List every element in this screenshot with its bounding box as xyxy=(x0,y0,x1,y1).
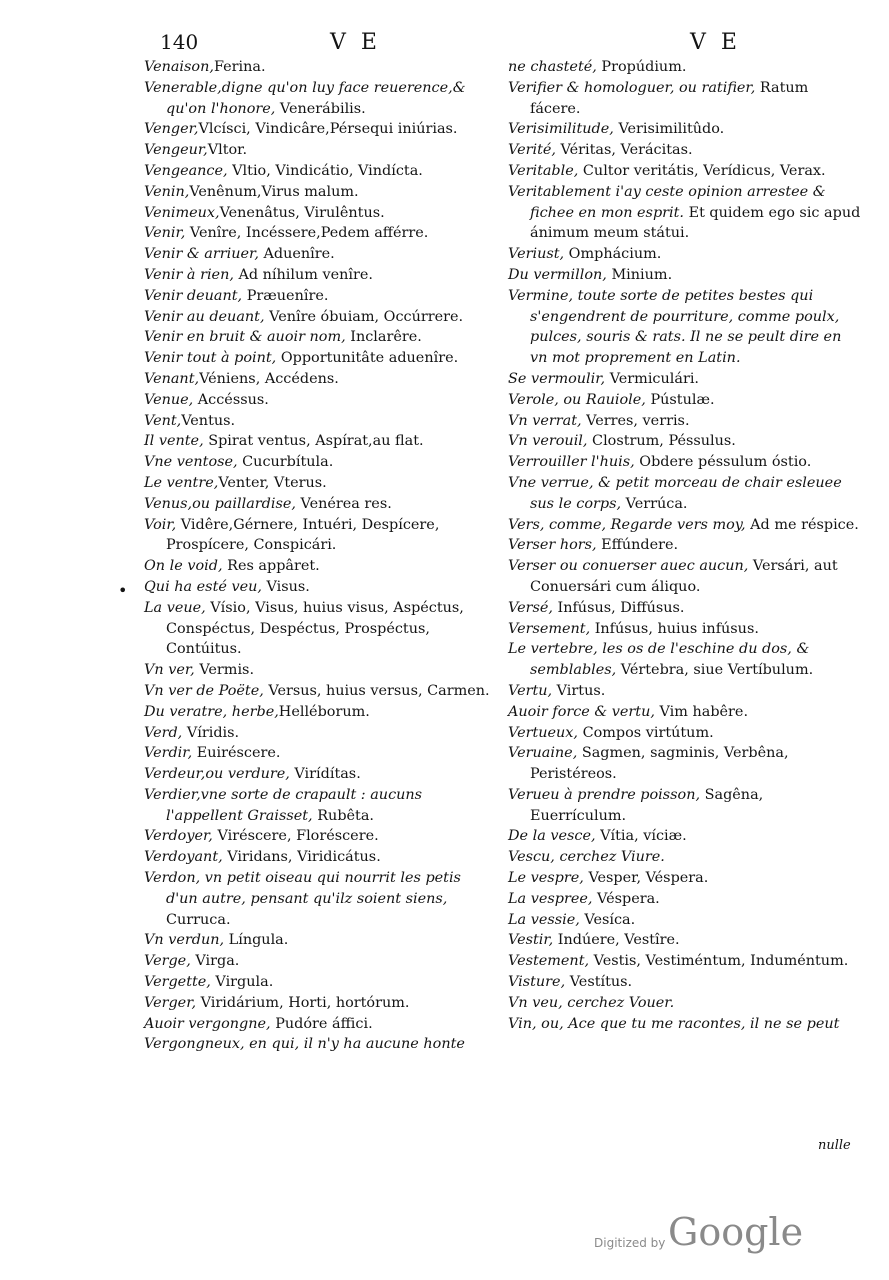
watermark-digitized-text: Digitized by xyxy=(594,1236,666,1250)
dictionary-entry xyxy=(144,743,494,764)
dictionary-entry xyxy=(144,390,494,411)
entry-translation: Curruca. xyxy=(166,911,231,928)
entry-headword: Verité, xyxy=(508,142,556,159)
entry-translation: Versus, huius versus, Carmen. xyxy=(263,682,490,699)
entry-headword: Venimeux, xyxy=(144,204,220,221)
entry-translation: Venerábilis. xyxy=(275,100,366,117)
entry-translation: Clostrum, Péssulus. xyxy=(587,433,736,450)
entry-headword: Verge, xyxy=(144,953,191,970)
entry-headword: Verser ou conuerser auec aucun, xyxy=(508,558,749,575)
dictionary-entry xyxy=(144,702,494,723)
entry-headword: Venir à rien, xyxy=(144,266,234,283)
dictionary-entry xyxy=(144,327,494,348)
entry-headword: Venger, xyxy=(144,121,199,138)
dictionary-entry xyxy=(144,369,494,390)
entry-headword: Vn verouil, xyxy=(508,433,588,450)
google-logo: Google xyxy=(668,1210,804,1254)
entry-headword: Vestement, xyxy=(508,953,590,970)
dictionary-entry xyxy=(508,910,863,931)
entry-translation: Ratum fácere. xyxy=(530,79,809,117)
entry-translation: Viréscere, Floréscere. xyxy=(212,828,379,845)
entry-translation: Præuenîre. xyxy=(242,287,329,304)
entry-translation: Compos virtútum. xyxy=(578,724,714,741)
entry-headword: Venin, xyxy=(144,183,190,200)
entry-headword: Venant, xyxy=(144,370,200,387)
dictionary-entry xyxy=(508,619,863,640)
entry-translation: Verisimilitûdo. xyxy=(613,121,725,138)
dictionary-entry xyxy=(144,764,494,785)
entry-headword: Vermine, toute sorte de petites bestes qui s'engendrent de pourriture, comme poulx, pulces, souris & rats. Il ne se peult dire en vn mot proprement en Latin. xyxy=(508,287,842,367)
entry-headword: De la vesce, xyxy=(508,828,596,845)
dictionary-entry xyxy=(144,244,494,265)
entry-headword: Verueu à prendre poisson, xyxy=(508,786,701,803)
dictionary-entry xyxy=(144,473,494,494)
entry-translation: Sagêna, Euerrículum. xyxy=(530,786,764,824)
dictionary-entry xyxy=(508,140,863,161)
dictionary-entry xyxy=(144,307,494,328)
entry-translation: Vísio, Visus, huius visus, Aspéctus, Conspéctus, Despéctus, Prospéctus, Contúitus. xyxy=(166,599,464,658)
dictionary-entry xyxy=(144,411,494,432)
entry-translation: Indúere, Vestîre. xyxy=(553,932,680,949)
entry-headword: Le vertebre, les os de l'eschine du dos, & semblables, xyxy=(508,641,810,679)
entry-headword: Verger, xyxy=(144,994,197,1011)
entry-headword: Du veratre, herbe, xyxy=(144,703,279,720)
entry-headword: Vengeance, xyxy=(144,162,228,179)
entry-headword: Vergette, xyxy=(144,974,211,991)
entry-headword: Vescu, cerchez Viure. xyxy=(508,849,665,866)
entry-headword: Versé, xyxy=(508,599,553,616)
entry-translation: Venênum,Virus malum. xyxy=(189,183,359,200)
dictionary-entry xyxy=(144,223,494,244)
entry-headword: Visture, xyxy=(508,974,566,991)
entry-translation: Vértebra, siue Vertíbulum. xyxy=(616,662,814,679)
dictionary-entry xyxy=(508,244,863,265)
dictionary-entry xyxy=(144,785,494,827)
dictionary-entry xyxy=(144,431,494,452)
dictionary-entry xyxy=(508,743,863,785)
entry-translation: Effúndere. xyxy=(596,537,679,554)
entry-headword: Vne verrue, & petit morceau de chair esleuee sus le corps, xyxy=(508,474,842,512)
entry-headword: Venaison, xyxy=(144,59,214,75)
entry-translation: Et quidem ego sic apud ánimum meum státui. xyxy=(530,204,861,242)
dictionary-entry xyxy=(508,390,863,411)
dictionary-entry xyxy=(144,348,494,369)
entry-translation: Aduenîre. xyxy=(258,246,335,263)
dictionary-entry xyxy=(144,515,494,557)
entry-headword: Le ventre, xyxy=(144,474,219,491)
catchword: nulle xyxy=(818,1138,851,1153)
entry-translation: Cucurbítula. xyxy=(237,454,334,471)
entry-translation: Ad me réspice. xyxy=(745,516,859,533)
entry-translation: Língula. xyxy=(224,932,289,949)
dictionary-entry xyxy=(508,951,863,972)
dictionary-entry xyxy=(144,577,494,598)
entry-translation: Pústulæ. xyxy=(645,391,715,408)
entry-translation: Vermis. xyxy=(194,662,255,679)
entry-headword: Vn ver de Poëte, xyxy=(144,682,264,699)
dictionary-entry xyxy=(508,681,863,702)
dictionary-entry xyxy=(508,535,863,556)
entry-headword: Verdir, xyxy=(144,745,193,762)
dictionary-entry xyxy=(144,265,494,286)
entry-translation: Vesíca. xyxy=(579,911,636,928)
entry-headword: La vessie, xyxy=(508,911,580,928)
entry-translation: Propúdium. xyxy=(596,59,687,75)
entry-headword: Verifier & homologuer, ou ratifier, xyxy=(508,79,756,96)
left-column xyxy=(144,57,494,1055)
entry-translation: Minium. xyxy=(606,266,673,283)
entry-translation: Versári, aut Conuersári cum áliquo. xyxy=(530,558,838,595)
entry-translation: Opportunitâte aduenîre. xyxy=(276,350,459,367)
dictionary-entry xyxy=(508,930,863,951)
dictionary-entry xyxy=(144,182,494,203)
page-header xyxy=(0,30,889,60)
dictionary-entry xyxy=(144,598,494,660)
dictionary-entry xyxy=(508,369,863,390)
entry-headword: Veruaine, xyxy=(508,745,578,762)
entry-translation: Res appâret. xyxy=(222,558,320,575)
entry-translation: Infúsus, Diffúsus. xyxy=(552,599,685,616)
entry-headword: Se vermoulir, xyxy=(508,370,606,387)
entry-translation: Vim habêre. xyxy=(654,703,749,720)
entry-translation: Euiréscere. xyxy=(192,745,281,762)
dictionary-entry xyxy=(144,723,494,744)
entry-headword: La veue, xyxy=(144,599,206,616)
dictionary-entry xyxy=(508,889,863,910)
dictionary-entry xyxy=(508,723,863,744)
entry-translation: Spirat ventus, Aspírat,au flat. xyxy=(203,433,424,450)
entry-headword: Vers, comme, Regarde vers moy, xyxy=(508,516,746,533)
entry-headword: Verser hors, xyxy=(508,537,597,554)
entry-translation: Pudóre áffici. xyxy=(270,1015,373,1032)
entry-translation: Venîre óbuiam, Occúrrere. xyxy=(264,308,464,325)
entry-headword: Auoir force & vertu, xyxy=(508,703,655,720)
margin-mark: • xyxy=(118,581,128,600)
entry-headword: Verisimilitude, xyxy=(508,121,614,138)
entry-headword: Verdeur,ou verdure, xyxy=(144,766,290,783)
dictionary-entry xyxy=(144,286,494,307)
entry-headword: Veritable, xyxy=(508,162,579,179)
dictionary-entry xyxy=(144,57,494,78)
dictionary-entry xyxy=(144,951,494,972)
entry-translation: Virídítas. xyxy=(289,766,361,783)
dictionary-entry xyxy=(508,993,863,1014)
entry-translation: Accéssus. xyxy=(193,391,269,408)
entry-headword: Venir, xyxy=(144,225,186,242)
dictionary-entry xyxy=(508,265,863,286)
entry-headword: Vn verrat, xyxy=(508,412,582,429)
entry-headword: Venir & arriuer, xyxy=(144,246,259,263)
entry-headword: Venus,ou paillardise, xyxy=(144,495,296,512)
entry-headword: Verole, ou Rauiole, xyxy=(508,391,646,408)
entry-headword: Vent, xyxy=(144,412,182,429)
running-head-right: V E xyxy=(690,30,741,55)
entry-translation: Visus. xyxy=(261,578,310,595)
entry-translation: Vestítus. xyxy=(565,974,633,991)
dictionary-entry xyxy=(144,847,494,868)
dictionary-entry xyxy=(144,681,494,702)
entry-headword: Vertu, xyxy=(508,682,553,699)
dictionary-entry xyxy=(508,702,863,723)
entry-headword: Auoir vergongne, xyxy=(144,1015,271,1032)
dictionary-entry xyxy=(144,993,494,1014)
running-head-left: V E xyxy=(330,30,381,55)
entry-headword: Veriust, xyxy=(508,246,565,263)
entry-headword: Vn ver, xyxy=(144,662,195,679)
entry-headword: Le vespre, xyxy=(508,870,584,887)
dictionary-entry xyxy=(508,452,863,473)
entry-translation: Vermiculári. xyxy=(605,370,699,387)
entry-translation: Vltio, Vindicátio, Vindícta. xyxy=(227,162,423,179)
entry-translation: Verrúca. xyxy=(621,495,688,512)
entry-translation: Véspera. xyxy=(592,890,660,907)
dictionary-entry xyxy=(508,515,863,536)
dictionary-entry xyxy=(144,1034,494,1055)
entry-headword: Vertueux, xyxy=(508,724,578,741)
entry-translation: Helléborum. xyxy=(278,703,370,720)
entry-translation: Virtus. xyxy=(552,682,606,699)
entry-translation: Vítia, víciæ. xyxy=(595,828,687,845)
entry-translation: Víridis. xyxy=(182,724,240,741)
entry-headword: Veritablement i'ay ceste opinion arrestee & fichee en mon esprit. xyxy=(508,183,826,221)
entry-headword: Il vente, xyxy=(144,433,204,450)
entry-headword: Venir tout à point, xyxy=(144,350,277,367)
dictionary-entry xyxy=(144,972,494,993)
dictionary-entry xyxy=(508,182,863,244)
dictionary-entry xyxy=(508,411,863,432)
entry-translation: Véniens, Accédens. xyxy=(199,370,339,387)
entry-headword: Venerable,digne qu'on luy face reuerence,& qu'on l'honore, xyxy=(144,79,466,117)
entry-translation: Vltor. xyxy=(207,142,248,159)
entry-headword: Vestir, xyxy=(508,932,554,949)
dictionary-entry xyxy=(144,161,494,182)
entry-headword: Verrouiller l'huis, xyxy=(508,454,635,471)
dictionary-entry xyxy=(508,868,863,889)
dictionary-entry xyxy=(144,119,494,140)
entry-headword: Verdoyant, xyxy=(144,849,223,866)
entry-headword: Vn verdun, xyxy=(144,932,225,949)
entry-headword: Verdier,vne sorte de crapault : aucuns l'appellent Graisset, xyxy=(144,786,423,824)
entry-translation: Omphácium. xyxy=(564,246,662,263)
entry-headword: La vespree, xyxy=(508,890,593,907)
entry-translation: Ventus. xyxy=(181,412,236,429)
entry-translation: Venîre, Incéssere,Pedem afférre. xyxy=(185,225,429,242)
entry-translation: Vestis, Vestiméntum, Induméntum. xyxy=(589,953,849,970)
entry-translation: Viridárium, Horti, hortórum. xyxy=(196,994,410,1011)
dictionary-entry xyxy=(508,161,863,182)
entry-translation: Vlcísci, Vindicâre,Pérsequi iniúrias. xyxy=(198,121,458,138)
entry-headword: Verdon, vn petit oiseau qui nourrit les petis d'un autre, pensant qu'ilz soient siens, xyxy=(144,870,461,907)
dictionary-entry xyxy=(508,598,863,619)
dictionary-entry xyxy=(508,473,863,515)
entry-headword: Versement, xyxy=(508,620,591,637)
dictionary-entry xyxy=(144,868,494,930)
dictionary-entry xyxy=(144,78,494,120)
entry-translation: Ferina. xyxy=(213,59,266,75)
entry-headword: Verd, xyxy=(144,724,183,741)
dictionary-entry xyxy=(508,785,863,827)
dictionary-entry xyxy=(508,119,863,140)
entry-translation: Obdere péssulum óstio. xyxy=(634,454,812,471)
entry-headword: Qui ha esté veu, xyxy=(144,578,262,595)
entry-headword: Vne ventose, xyxy=(144,454,238,471)
entry-translation: Vidêre,Gérnere, Intuéri, Despícere, Prospícere, Conspicári. xyxy=(166,516,440,554)
entry-translation: Virgula. xyxy=(210,974,274,991)
entry-translation: Inclarêre. xyxy=(345,329,422,346)
dictionary-entry xyxy=(144,556,494,577)
entry-headword: On le void, xyxy=(144,558,223,575)
dictionary-entry xyxy=(508,286,863,369)
entry-translation: Cultor veritátis, Verídicus, Verax. xyxy=(578,162,826,179)
entry-translation: Ad níhilum venîre. xyxy=(233,266,373,283)
dictionary-entry xyxy=(144,494,494,515)
dictionary-entry xyxy=(144,930,494,951)
entry-headword: Voir, xyxy=(144,516,177,533)
entry-translation: Venter, Vterus. xyxy=(218,474,327,491)
entry-headword: Vengeur, xyxy=(144,142,208,159)
dictionary-entry xyxy=(144,826,494,847)
entry-translation: Sagmen, sagminis, Verbêna, Peristéreos. xyxy=(530,745,789,783)
entry-headword: Verdoyer, xyxy=(144,828,213,845)
entry-translation: Viridans, Viridicátus. xyxy=(222,849,381,866)
dictionary-entry xyxy=(508,972,863,993)
entry-translation: Venérea res. xyxy=(295,495,392,512)
dictionary-entry xyxy=(508,639,863,681)
dictionary-entry xyxy=(508,556,863,598)
entry-headword: Venue, xyxy=(144,391,194,408)
dictionary-entry xyxy=(508,847,863,868)
entry-headword: Vn veu, cerchez Vouer. xyxy=(508,994,675,1011)
entry-headword: Venir en bruit & auoir nom, xyxy=(144,329,346,346)
dictionary-entry xyxy=(508,1014,863,1035)
entry-translation: Venenâtus, Virulêntus. xyxy=(219,204,385,221)
entry-translation: Virga. xyxy=(190,953,240,970)
entry-translation: Véritas, Verácitas. xyxy=(555,142,693,159)
entry-translation: Vesper, Véspera. xyxy=(583,870,709,887)
entry-headword: Vin, ou, Ace que tu me racontes, il ne se peut xyxy=(508,1015,840,1032)
entry-headword: Venir au deuant, xyxy=(144,308,265,325)
dictionary-entry xyxy=(144,452,494,473)
dictionary-entry xyxy=(508,78,863,120)
dictionary-entry xyxy=(144,1014,494,1035)
entry-headword: Venir deuant, xyxy=(144,287,243,304)
right-column xyxy=(508,57,863,1034)
dictionary-entry xyxy=(144,203,494,224)
dictionary-entry xyxy=(508,826,863,847)
dictionary-entry xyxy=(144,140,494,161)
dictionary-entry xyxy=(508,57,863,78)
page-number: 140 xyxy=(160,30,199,54)
entry-headword: ne chasteté, xyxy=(508,59,597,75)
entry-headword: Du vermillon, xyxy=(508,266,607,283)
dictionary-entry xyxy=(508,431,863,452)
entry-translation: Verres, verris. xyxy=(581,412,690,429)
entry-headword: Vergongneux, en qui, il n'y ha aucune honte xyxy=(144,1036,465,1053)
entry-translation: Rubêta. xyxy=(312,807,374,824)
entry-translation: Infúsus, huius infúsus. xyxy=(590,620,759,637)
dictionary-entry xyxy=(144,660,494,681)
